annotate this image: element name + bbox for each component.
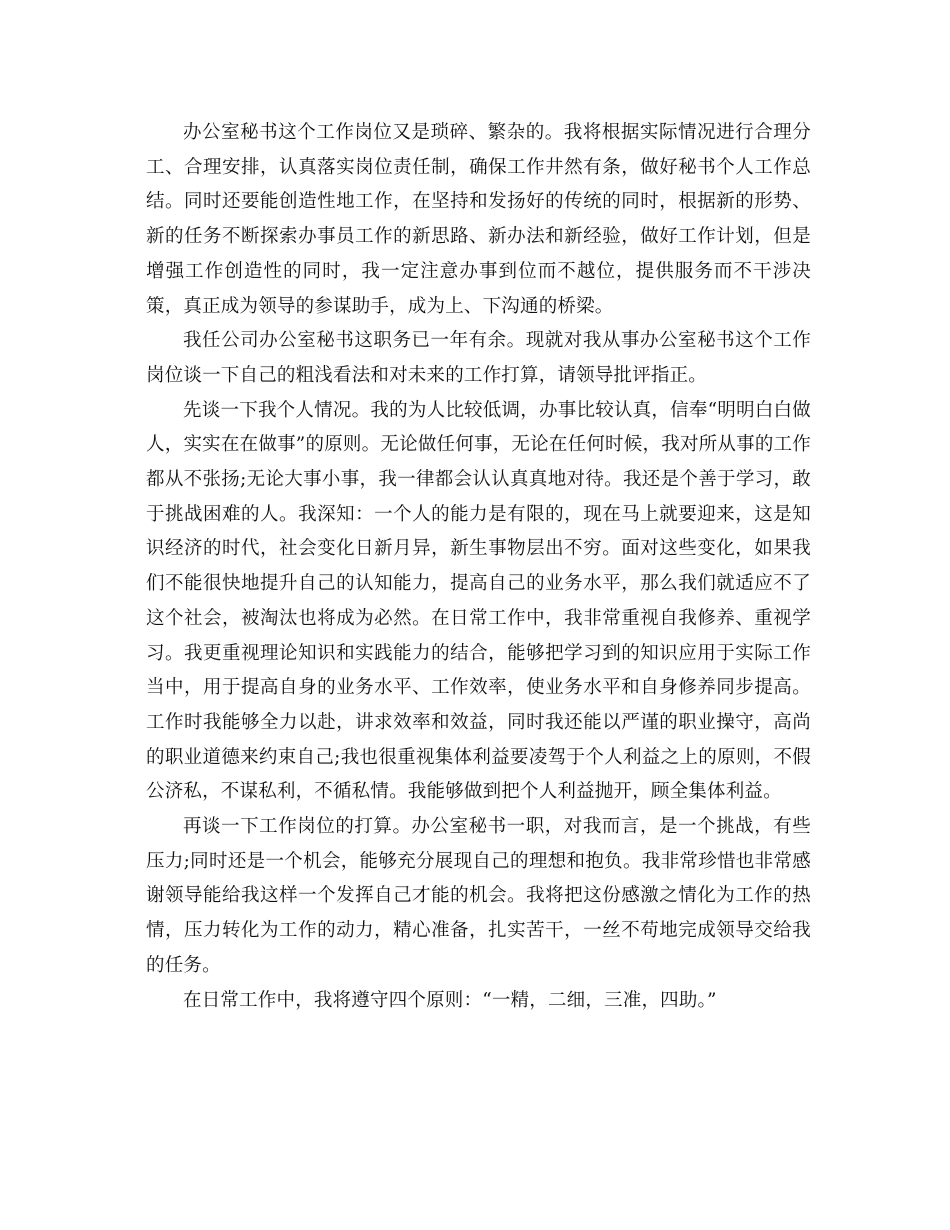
paragraph-4: 再谈一下工作岗位的打算。办公室秘书一职，对我而言，是一个挑战，有些压力;同时还是一个机会，能够充分展现自己的理想和抱负。我非常珍惜也非常感谢领导能给我这样一个发挥自己才能的机会。我将把这份感激之情化为工作的热情，压力转化为工作的动力，精心准备，扎实苦干，一丝不苟地完成领导交给我的任务。 [146,816,811,976]
paragraph-3: 先谈一下我个人情况。我的为人比较低调，办事比较认真，信奉“明明白白做人，实实在在做事”的原则。无论做任何事，无论在任何时候，我对所从事的工作都从不张扬;无论大事小事，我一律都会认认真真地对待。我还是个善于学习，敢于挑战困难的人。我深知：一个人的能力是有限的，现在马上就要迎来，这是知识经济的时代，社会变化日新月异，新生事物层出不穷。面对这些变化，如果我们不能很快地提升自己的认知能力，提高自己的业务水平，那么我们就适应不了这个社会，被淘汰也将成为必然。在日常工作中，我非常重视自我修养、重视学习。我更重视理论知识和实践能力的结合，能够把学习到的知识应用于实际工作当中，用于提高自身的业务水平、工作效率，使业务水平和自身修养同步提高。工作时我能够全力以赴，讲求效率和效益，同时我还能以严谨的职业操守，高尚的职业道德来约束自己;我也很重视集体利益要凌驾于个人利益之上的原则，不假公济私，不谋私利，不循私情。我能够做到把个人利益抛开，顾全集体利益。 [146,399,811,803]
document-body [146,116,811,1018]
paragraph-2: 我任公司办公室秘书这职务已一年有余。现就对我从事办公室秘书这个工作岗位谈一下自己的粗浅看法和对未来的工作打算，请领导批评指正。 [146,330,811,386]
paragraph-1: 办公室秘书这个工作岗位又是琐碎、繁杂的。我将根据实际情况进行合理分工、合理安排，认真落实岗位责任制，确保工作井然有条，做好秘书个人工作总结。同时还要能创造性地工作，在坚持和发扬好的传统的同时，根据新的形势、新的任务不断探索办事员工作的新思路、新办法和新经验，做好工作计划，但是增强工作创造性的同时，我一定注意办事到位而不越位，提供服务而不干涉决策，真正成为领导的参谋助手，成为上、下沟通的桥梁。 [146,122,811,317]
paragraph-5: 在日常工作中，我将遵守四个原则：“一精，二细，三准，四助。” [183,989,717,1011]
